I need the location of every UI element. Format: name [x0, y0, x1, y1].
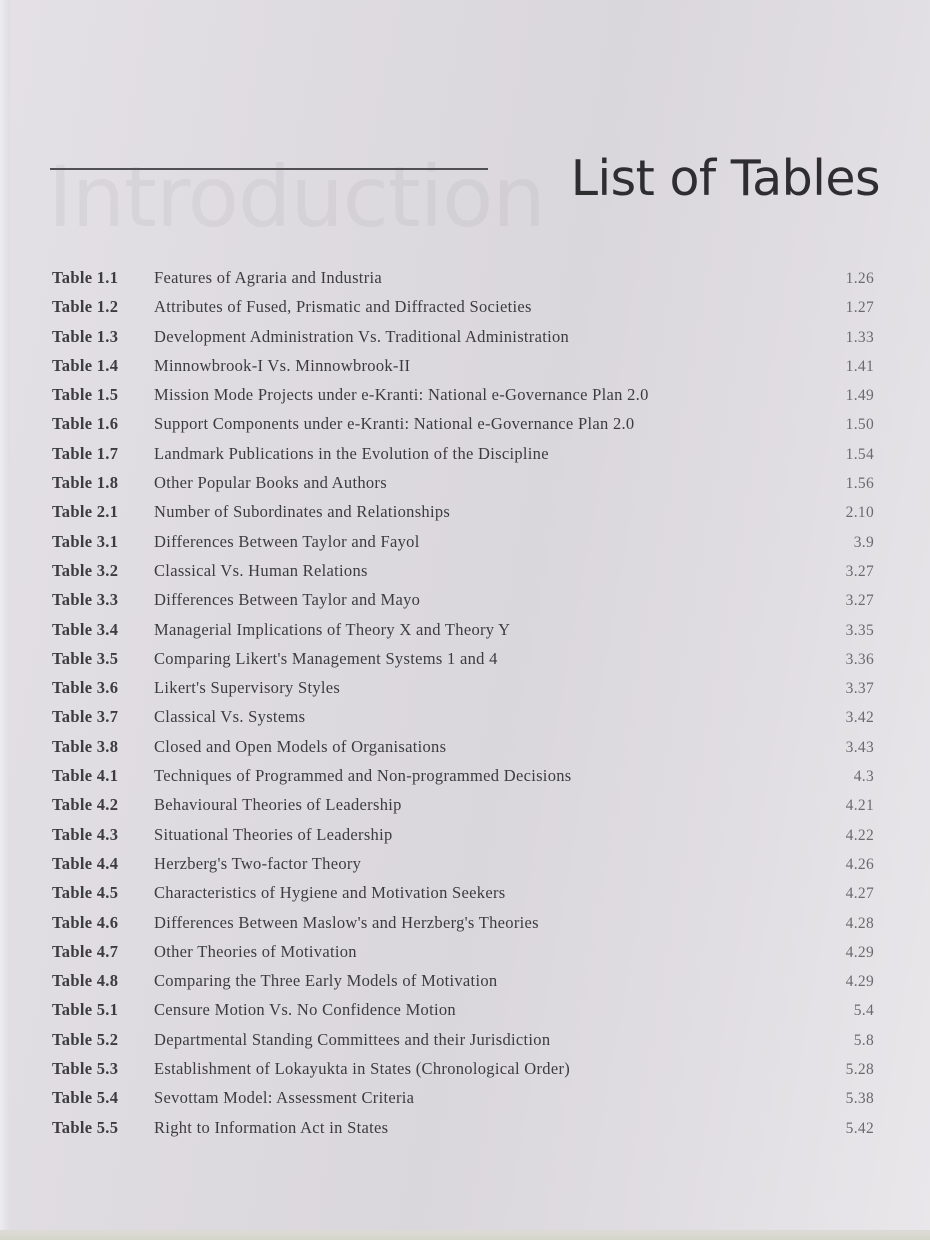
- table-entry[interactable]: [52, 649, 874, 678]
- table-entry[interactable]: [52, 620, 874, 649]
- page-number: 4.29: [845, 973, 874, 991]
- table-entry[interactable]: [52, 532, 874, 561]
- table-number: Table 3.3: [52, 590, 119, 610]
- table-entry[interactable]: [52, 766, 874, 795]
- page-number: 1.54: [845, 445, 874, 463]
- table-number: Table 2.1: [52, 502, 119, 522]
- page-number: 5.4: [853, 1002, 874, 1020]
- table-entry[interactable]: [52, 825, 874, 854]
- table-title: Departmental Standing Committees and their Jurisdiction: [154, 1029, 551, 1049]
- table-title: Comparing the Three Early Models of Motivation: [154, 971, 498, 991]
- table-title: Differences Between Taylor and Fayol: [154, 531, 420, 551]
- page-number: 3.37: [845, 680, 874, 698]
- page-number: 4.21: [845, 797, 874, 815]
- table-number: Table 1.2: [52, 297, 119, 317]
- page-number: 3.35: [845, 621, 874, 639]
- table-title: Establishment of Lokayukta in States (Chronological Order): [154, 1059, 571, 1079]
- table-entry[interactable]: [52, 942, 874, 971]
- page-number: 1.33: [845, 328, 874, 346]
- table-title: Support Components under e-Kranti: National e-Governance Plan 2.0: [154, 414, 635, 434]
- table-entry[interactable]: [52, 385, 874, 414]
- table-title: Development Administration Vs. Traditional Administration: [154, 326, 570, 346]
- table-number: Table 3.4: [52, 619, 119, 639]
- table-entry[interactable]: [52, 268, 874, 297]
- page-number: 3.9: [853, 533, 874, 551]
- table-entry[interactable]: [52, 1118, 874, 1147]
- page-edge-bottom: [0, 1230, 930, 1240]
- table-title: Minnowbrook-I Vs. Minnowbrook-II: [154, 355, 411, 375]
- page-number: 4.28: [845, 914, 874, 932]
- table-number: Table 1.3: [52, 326, 119, 346]
- table-title: Comparing Likert's Management Systems 1 and 4: [154, 648, 498, 668]
- table-entry[interactable]: [52, 561, 874, 590]
- table-title: Censure Motion Vs. No Confidence Motion: [154, 1000, 456, 1020]
- table-title: Features of Agraria and Industria: [154, 268, 382, 287]
- table-number: Table 1.4: [52, 355, 119, 375]
- page-title: List of Tables: [570, 150, 880, 207]
- table-title: Characteristics of Hygiene and Motivation Seekers: [154, 883, 506, 903]
- table-number: Table 1.1: [52, 268, 119, 287]
- table-title: Sevottam Model: Assessment Criteria: [154, 1088, 415, 1108]
- table-title: Right to Information Act in States: [154, 1117, 389, 1137]
- page-number: 4.3: [853, 768, 874, 786]
- table-title: Managerial Implications of Theory X and Theory Y: [154, 619, 511, 639]
- table-entry[interactable]: [52, 444, 874, 473]
- table-entry[interactable]: [52, 502, 874, 531]
- table-entry[interactable]: [52, 356, 874, 385]
- table-number: Table 4.2: [52, 795, 119, 815]
- page-number: 4.22: [845, 826, 874, 844]
- table-number: Table 4.4: [52, 853, 119, 873]
- table-entry[interactable]: [52, 971, 874, 1000]
- table-number: Table 3.7: [52, 707, 119, 727]
- table-title: Mission Mode Projects under e-Kranti: National e-Governance Plan 2.0: [154, 385, 649, 405]
- table-entry[interactable]: [52, 1059, 874, 1088]
- page-number: 5.8: [853, 1031, 874, 1049]
- table-number: Table 5.4: [52, 1088, 119, 1108]
- page-number: 1.49: [845, 387, 874, 405]
- page-number: 1.26: [845, 270, 874, 287]
- table-title: Differences Between Maslow's and Herzberg's Theories: [154, 912, 539, 932]
- table-title: Differences Between Taylor and Mayo: [154, 590, 421, 610]
- table-entry[interactable]: [52, 854, 874, 883]
- table-number: Table 1.7: [52, 443, 119, 463]
- table-number: Table 5.5: [52, 1117, 119, 1137]
- table-entry[interactable]: [52, 737, 874, 766]
- page-number: 4.26: [845, 855, 874, 873]
- table-number: Table 5.1: [52, 1000, 119, 1020]
- table-title: Situational Theories of Leadership: [154, 824, 393, 844]
- title-rule: [50, 168, 488, 170]
- page-number: 3.43: [845, 738, 874, 756]
- table-number: Table 5.2: [52, 1029, 119, 1049]
- page-number: 4.27: [845, 885, 874, 903]
- table-number: Table 4.7: [52, 941, 119, 961]
- page-number: 1.27: [845, 299, 874, 317]
- page-number: 4.29: [845, 943, 874, 961]
- table-title: Classical Vs. Systems: [154, 707, 306, 727]
- table-title: Likert's Supervisory Styles: [154, 678, 341, 698]
- table-title: Behavioural Theories of Leadership: [154, 795, 402, 815]
- table-entry[interactable]: [52, 883, 874, 912]
- table-entry[interactable]: [52, 297, 874, 326]
- table-number: Table 3.5: [52, 648, 119, 668]
- table-number: Table 1.6: [52, 414, 119, 434]
- table-entry[interactable]: [52, 1000, 874, 1029]
- page-number: 1.41: [845, 357, 874, 375]
- table-number: Table 5.3: [52, 1059, 119, 1079]
- page-number: 3.27: [845, 562, 874, 580]
- table-entry[interactable]: [52, 327, 874, 356]
- page-number: 5.38: [845, 1090, 874, 1108]
- table-number: Table 1.5: [52, 385, 119, 405]
- table-title: Landmark Publications in the Evolution of the Discipline: [154, 443, 549, 463]
- table-entry[interactable]: [52, 590, 874, 619]
- table-number: Table 3.2: [52, 560, 119, 580]
- table-number: Table 4.8: [52, 971, 119, 991]
- table-entry[interactable]: [52, 678, 874, 707]
- page-number: 1.50: [845, 416, 874, 434]
- bleed-through-text: Introduction: [48, 148, 545, 246]
- table-title: Other Popular Books and Authors: [154, 473, 387, 493]
- table-number: Table 1.8: [52, 473, 119, 493]
- table-entry[interactable]: [52, 1030, 874, 1059]
- table-number: Table 3.8: [52, 736, 119, 756]
- table-entry[interactable]: [52, 414, 874, 443]
- page-number: 3.42: [845, 709, 874, 727]
- table-title: Attributes of Fused, Prismatic and Diffracted Societies: [154, 297, 532, 317]
- page-number: 2.10: [845, 504, 874, 522]
- table-title: Other Theories of Motivation: [154, 941, 357, 961]
- table-title: Techniques of Programmed and Non-programmed Decisions: [154, 766, 572, 786]
- page-number: 3.27: [845, 592, 874, 610]
- table-entry[interactable]: [52, 1088, 874, 1117]
- table-number: Table 3.6: [52, 678, 119, 698]
- table-number: Table 4.3: [52, 824, 119, 844]
- table-title: Classical Vs. Human Relations: [154, 560, 368, 580]
- page-number: 5.42: [845, 1119, 874, 1137]
- page-number: 1.56: [845, 475, 874, 493]
- table-number: Table 4.1: [52, 766, 119, 786]
- page-number: 5.28: [845, 1061, 874, 1079]
- page-edge: [0, 0, 10, 1240]
- table-title: Herzberg's Two-factor Theory: [154, 853, 362, 873]
- table-number: Table 4.6: [52, 912, 119, 932]
- page-number: 3.36: [845, 650, 874, 668]
- table-number: Table 4.5: [52, 883, 119, 903]
- list-of-tables: [52, 268, 874, 1147]
- table-title: Closed and Open Models of Organisations: [154, 736, 447, 756]
- table-entry[interactable]: [52, 473, 874, 502]
- table-entry[interactable]: [52, 795, 874, 824]
- table-entry[interactable]: [52, 707, 874, 736]
- table-entry[interactable]: [52, 913, 874, 942]
- table-number: Table 3.1: [52, 531, 119, 551]
- table-title: Number of Subordinates and Relationships: [154, 502, 451, 522]
